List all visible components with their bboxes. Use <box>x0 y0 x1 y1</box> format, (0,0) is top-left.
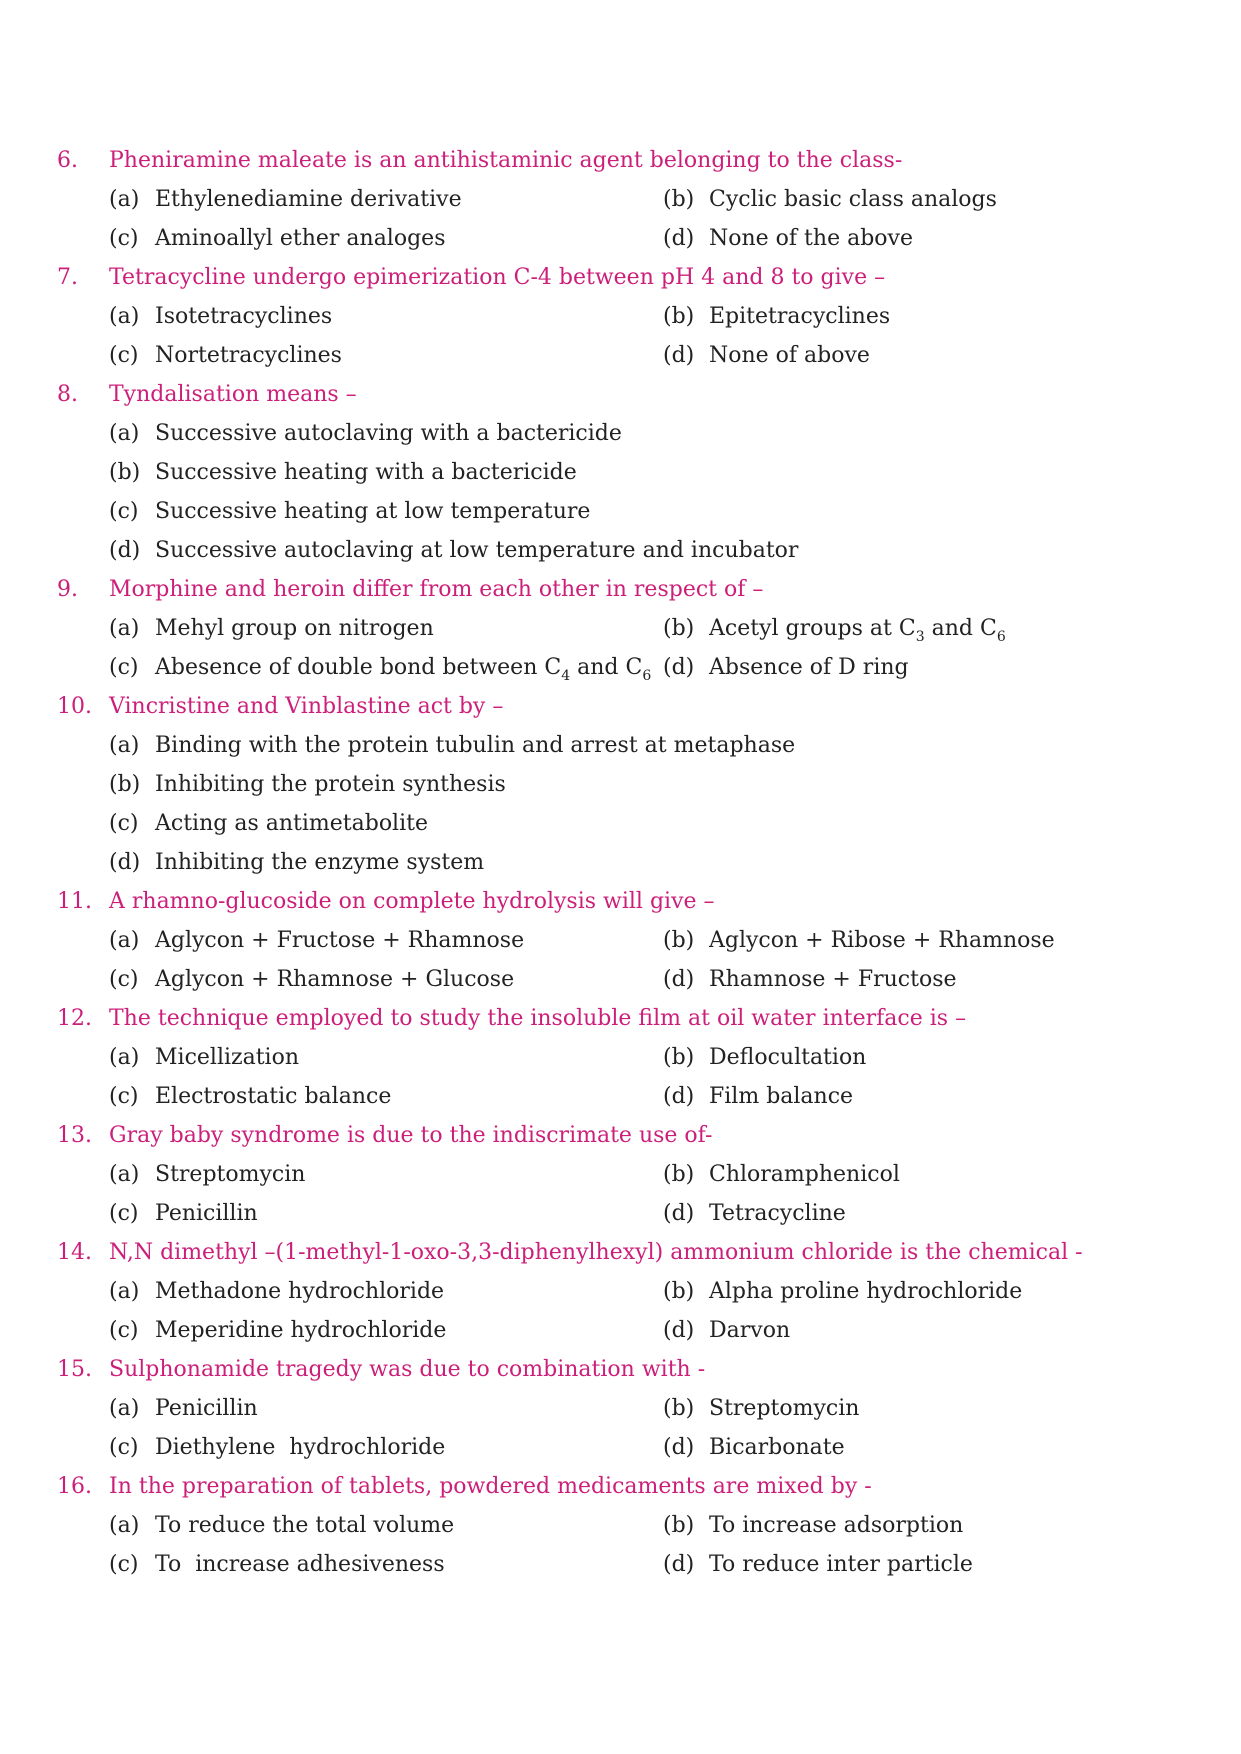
option-c <box>109 1194 258 1234</box>
option-text: Aglycon + Ribose + Rhamnose <box>709 928 1055 953</box>
option-text: Ethylenediamine derivative <box>155 187 462 212</box>
option-b <box>663 297 890 337</box>
options-row <box>0 1038 1241 1078</box>
question-number: 11. <box>57 889 92 914</box>
option-a <box>109 180 462 220</box>
option-text: Absence of D ring <box>709 655 909 680</box>
option-label: (d) <box>663 1318 695 1343</box>
question-text: Gray baby syndrome is due to the indiscrimate use of- <box>109 1123 713 1148</box>
option-label: (c) <box>109 1084 139 1109</box>
option-text: Successive autoclaving at low temperature and incubator <box>155 538 799 563</box>
option-text: To increase adsorption <box>709 1513 964 1538</box>
option-text: Epitetracyclines <box>709 304 891 329</box>
option-label: (a) <box>109 304 140 329</box>
options-row <box>0 1272 1241 1312</box>
option-label: (c) <box>109 967 139 992</box>
options-row <box>0 219 1241 259</box>
option-a <box>109 1389 258 1429</box>
option-text: Rhamnose + Fructose <box>709 967 957 992</box>
question-text: Morphine and heroin differ from each other in respect of – <box>109 577 764 602</box>
option-label: (d) <box>663 1435 695 1460</box>
option-text: Successive autoclaving with a bactericide <box>155 421 622 446</box>
option-text: Isotetracyclines <box>155 304 333 329</box>
question-number: 6. <box>57 148 78 173</box>
question-text: Sulphonamide tragedy was due to combination with - <box>109 1357 706 1382</box>
option-label: (a) <box>109 1279 140 1304</box>
option-text: Abesence of double bond between C <box>155 655 562 680</box>
option-label: (d) <box>663 655 695 680</box>
option-text: Micellization <box>155 1045 300 1070</box>
option-d <box>109 531 798 571</box>
option-text: Aminoallyl ether analoges <box>155 226 446 251</box>
option-a <box>109 1272 444 1312</box>
options-row <box>0 648 1241 688</box>
option-text: Aglycon + Fructose + Rhamnose <box>155 928 525 953</box>
option-label: (d) <box>109 850 141 875</box>
question-text: A rhamno-glucoside on complete hydrolysis will give – <box>109 889 715 914</box>
option-a <box>109 1155 305 1195</box>
question-6 <box>0 141 1241 181</box>
options-row <box>0 414 1241 454</box>
option-d <box>663 1311 790 1351</box>
option-d <box>663 1545 973 1585</box>
option-c <box>109 336 342 376</box>
option-a <box>109 1038 299 1078</box>
option-label: (b) <box>663 616 695 641</box>
option-d <box>109 843 484 883</box>
option-c <box>109 960 514 1000</box>
option-d <box>663 219 913 259</box>
options-row <box>0 1506 1241 1546</box>
option-label: (b) <box>109 772 141 797</box>
option-text: Nortetracyclines <box>155 343 342 368</box>
option-text: Diethylene hydrochloride <box>155 1435 446 1460</box>
option-label: (b) <box>663 1279 695 1304</box>
option-c <box>109 804 428 844</box>
question-11 <box>0 882 1241 922</box>
question-number: 8. <box>57 382 78 407</box>
options-row <box>0 180 1241 220</box>
option-label: (c) <box>109 343 139 368</box>
options-row <box>0 531 1241 571</box>
option-a <box>109 414 622 454</box>
option-d <box>663 1077 853 1117</box>
options-row <box>0 1155 1241 1195</box>
question-10 <box>0 687 1241 727</box>
option-text: Mehyl group on nitrogen <box>155 616 434 641</box>
option-label: (b) <box>663 1162 695 1187</box>
question-number: 15. <box>57 1357 92 1382</box>
question-text: N,N dimethyl –(1-methyl-1-oxo-3,3-diphenylhexyl) ammonium chloride is the chemical - <box>109 1240 1083 1265</box>
question-13 <box>0 1116 1241 1156</box>
option-text: Aglycon + Rhamnose + Glucose <box>155 967 515 992</box>
option-label: (c) <box>109 811 139 836</box>
option-label: (a) <box>109 1045 140 1070</box>
option-text: Methadone hydrochloride <box>155 1279 445 1304</box>
option-c <box>109 492 590 532</box>
question-number: 12. <box>57 1006 92 1031</box>
option-text: None of the above <box>709 226 913 251</box>
question-14 <box>0 1233 1241 1273</box>
option-label: (c) <box>109 499 139 524</box>
options-row <box>0 1077 1241 1117</box>
option-text: To reduce the total volume <box>155 1513 455 1538</box>
option-label: (a) <box>109 1513 140 1538</box>
option-b <box>663 1155 900 1195</box>
options-row <box>0 921 1241 961</box>
options-row <box>0 960 1241 1000</box>
option-d <box>663 1194 846 1234</box>
question-number: 13. <box>57 1123 92 1148</box>
question-7 <box>0 258 1241 298</box>
question-12 <box>0 999 1241 1039</box>
option-label: (c) <box>109 1201 139 1226</box>
question-number: 14. <box>57 1240 92 1265</box>
question-text: Tetracycline undergo epimerization C-4 between pH 4 and 8 to give – <box>109 265 886 290</box>
options-row <box>0 1194 1241 1234</box>
option-b <box>663 1038 866 1078</box>
option-text: Meperidine hydrochloride <box>155 1318 447 1343</box>
option-text: Deflocultation <box>709 1045 867 1070</box>
option-b <box>663 1389 859 1429</box>
option-label: (c) <box>109 1552 139 1577</box>
question-16 <box>0 1467 1241 1507</box>
option-text: Alpha proline hydrochloride <box>709 1279 1023 1304</box>
option-label: (d) <box>663 1201 695 1226</box>
option-label: (c) <box>109 1435 139 1460</box>
option-label: (b) <box>109 460 141 485</box>
option-a <box>109 921 524 961</box>
question-number: 16. <box>57 1474 92 1499</box>
question-text: The technique employed to study the insoluble film at oil water interface is – <box>109 1006 967 1031</box>
option-text: To increase adhesiveness <box>155 1552 445 1577</box>
option-label: (b) <box>663 1045 695 1070</box>
option-b <box>109 453 577 493</box>
option-label: (b) <box>663 1396 695 1421</box>
option-text: Penicillin <box>155 1396 258 1421</box>
option-label: (b) <box>663 928 695 953</box>
option-label: (a) <box>109 1396 140 1421</box>
option-a <box>109 297 332 337</box>
question-number: 9. <box>57 577 78 602</box>
option-label: (d) <box>109 538 141 563</box>
option-text: Streptomycin <box>155 1162 306 1187</box>
subscript: 3 <box>915 629 925 645</box>
option-label: (a) <box>109 1162 140 1187</box>
option-text: Inhibiting the enzyme system <box>155 850 485 875</box>
option-b <box>663 921 1055 961</box>
option-a <box>109 609 434 649</box>
option-text: Acting as antimetabolite <box>155 811 428 836</box>
option-d <box>663 336 870 376</box>
question-8 <box>0 375 1241 415</box>
option-text: Cyclic basic class analogs <box>709 187 997 212</box>
options-row <box>0 453 1241 493</box>
options-row <box>0 336 1241 376</box>
subscript: 4 <box>561 668 571 684</box>
option-label: (d) <box>663 1552 695 1577</box>
option-b <box>109 765 506 805</box>
option-a <box>109 1506 454 1546</box>
option-c <box>109 1545 445 1585</box>
option-label: (a) <box>109 187 140 212</box>
option-d <box>663 1428 845 1468</box>
option-text: Film balance <box>709 1084 854 1109</box>
option-text: Successive heating with a bactericide <box>155 460 577 485</box>
option-b <box>663 1272 1022 1312</box>
option-text: Acetyl groups at C <box>709 616 916 641</box>
option-text: Darvon <box>709 1318 791 1343</box>
options-row <box>0 609 1241 649</box>
question-text: Vincristine and Vinblastine act by – <box>109 694 504 719</box>
option-text: Tetracycline <box>709 1201 846 1226</box>
options-row <box>0 765 1241 805</box>
question-text: Tyndalisation means – <box>109 382 357 407</box>
option-text: None of above <box>709 343 870 368</box>
option-text: Streptomycin <box>709 1396 860 1421</box>
option-label: (c) <box>109 226 139 251</box>
option-c <box>109 1311 446 1351</box>
option-text: Penicillin <box>155 1201 258 1226</box>
option-b <box>663 1506 963 1546</box>
question-number: 10. <box>57 694 92 719</box>
option-label: (c) <box>109 1318 139 1343</box>
option-b <box>663 609 1006 649</box>
option-text: Successive heating at low temperature <box>155 499 591 524</box>
option-label: (d) <box>663 1084 695 1109</box>
option-text: and C <box>924 616 997 641</box>
option-d <box>663 648 909 688</box>
options-row <box>0 804 1241 844</box>
option-text: To reduce inter particle <box>709 1552 973 1577</box>
option-text: Electrostatic balance <box>155 1084 392 1109</box>
options-row <box>0 1389 1241 1429</box>
options-row <box>0 726 1241 766</box>
option-c <box>109 648 651 688</box>
subscript: 6 <box>642 668 652 684</box>
option-label: (b) <box>663 187 695 212</box>
option-text: and C <box>570 655 643 680</box>
option-c <box>109 1077 391 1117</box>
option-d <box>663 960 957 1000</box>
options-row <box>0 843 1241 883</box>
options-row <box>0 1311 1241 1351</box>
option-label: (c) <box>109 655 139 680</box>
option-text: Chloramphenicol <box>709 1162 900 1187</box>
options-row <box>0 1545 1241 1585</box>
options-row <box>0 492 1241 532</box>
option-label: (a) <box>109 928 140 953</box>
option-label: (d) <box>663 226 695 251</box>
option-label: (a) <box>109 733 140 758</box>
option-label: (b) <box>663 1513 695 1538</box>
option-a <box>109 726 795 766</box>
option-label: (a) <box>109 421 140 446</box>
option-label: (d) <box>663 343 695 368</box>
option-text: Binding with the protein tubulin and arrest at metaphase <box>155 733 796 758</box>
options-row <box>0 297 1241 337</box>
options-row <box>0 1428 1241 1468</box>
question-text: In the preparation of tablets, powdered medicaments are mixed by - <box>109 1474 872 1499</box>
question-9 <box>0 570 1241 610</box>
option-text: Inhibiting the protein synthesis <box>155 772 506 797</box>
option-text: Bicarbonate <box>709 1435 845 1460</box>
option-label: (b) <box>663 304 695 329</box>
option-label: (d) <box>663 967 695 992</box>
option-b <box>663 180 997 220</box>
option-c <box>109 1428 445 1468</box>
question-text: Pheniramine maleate is an antihistaminic agent belonging to the class- <box>109 148 903 173</box>
subscript: 6 <box>996 629 1006 645</box>
question-15 <box>0 1350 1241 1390</box>
option-c <box>109 219 445 259</box>
option-label: (a) <box>109 616 140 641</box>
question-number: 7. <box>57 265 78 290</box>
